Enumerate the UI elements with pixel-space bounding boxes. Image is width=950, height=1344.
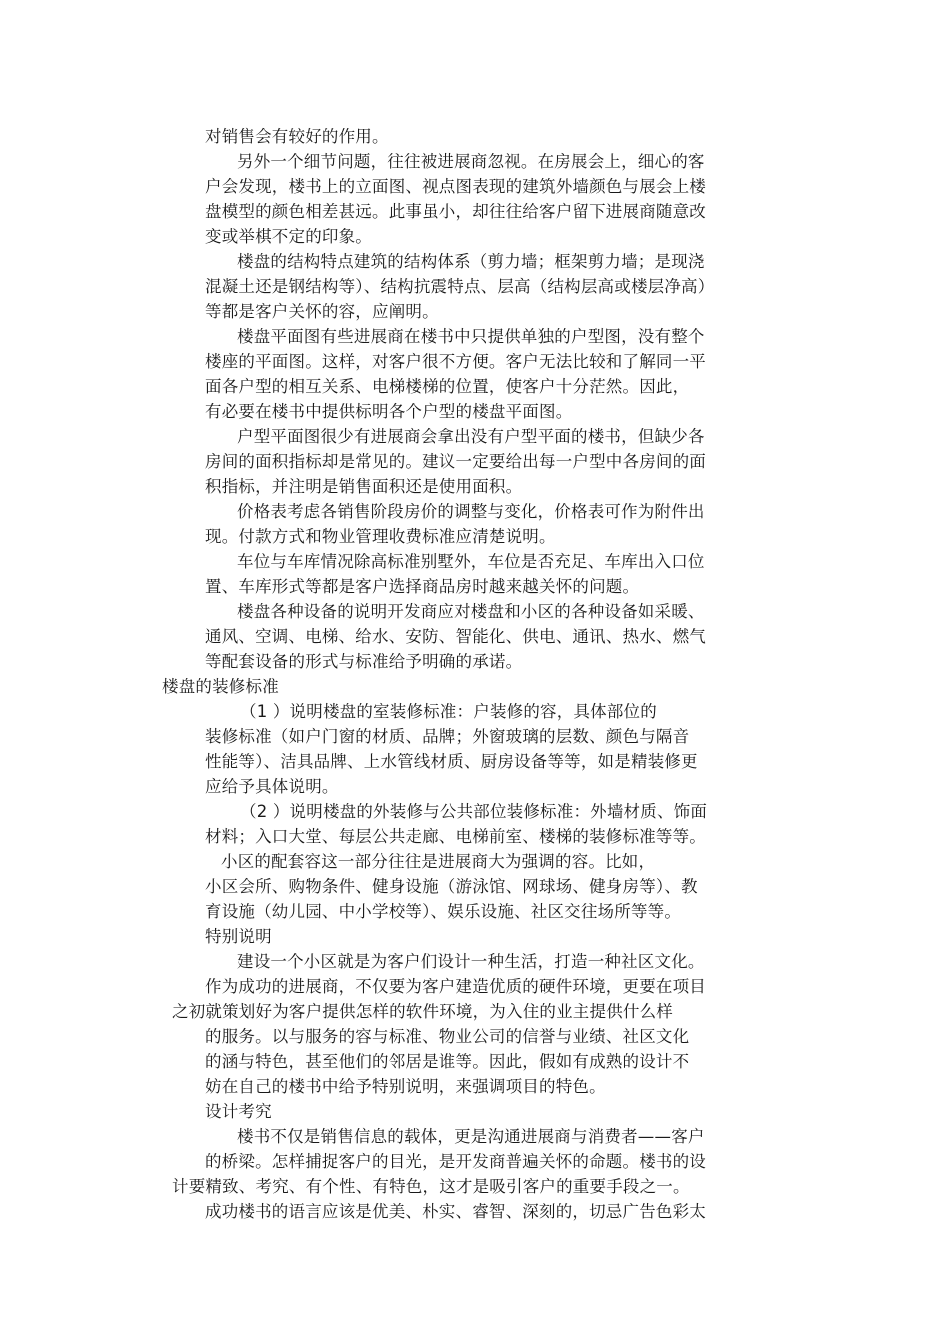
section-heading: 特别说明 [205, 927, 272, 946]
text-line: 户会发现，楼书上的立面图、视点图表现的建筑外墙颜色与展会上楼 [205, 177, 706, 196]
text-line: 等都是客户关怀的容，应阐明。 [205, 302, 439, 321]
text-line: 计要精致、考究、有个性、有特色，这才是吸引客户的重要手段之一。 [172, 1177, 690, 1196]
text-line: 现。付款方式和物业管理收费标准应清楚说明。 [205, 527, 556, 546]
text-line: 对销售会有较好的作用。 [205, 127, 389, 146]
text-line: 楼书不仅是销售信息的载体，更是沟通进展商与消费者——客户 [237, 1127, 705, 1146]
text-line: 楼盘的结构特点建筑的结构体系（剪力墙；框架剪力墙；是现浇 [237, 252, 705, 271]
text-line: 建设一个小区就是为客户们设计一种生活，打造一种社区文化。 [237, 952, 705, 971]
text-line: 通风、空调、电梯、给水、安防、智能化、供电、通讯、热水、燃气 [205, 627, 706, 646]
text-line: 的服务。以与服务的容与标准、物业公司的信誉与业绩、社区文化 [205, 1027, 690, 1046]
text-line: 盘模型的颜色相差甚远。此事虽小，却往往给客户留下进展商随意改 [205, 202, 706, 221]
text-line: 之初就策划好为客户提供怎样的软件环境，为入住的业主提供什么样 [172, 1002, 673, 1021]
text-line: （2 ）说明楼盘的外装修与公共部位装修标准：外墙材质、饰面 [240, 802, 708, 821]
text-line: 应给予具体说明。 [205, 777, 339, 796]
text-line: 面各户型的相互关系、电梯楼梯的位置，使客户十分茫然。因此， [205, 377, 690, 396]
text-line: 材料；入口大堂、每层公共走廊、电梯前室、楼梯的装修标准等等。 [205, 827, 706, 846]
text-line: 的涵与特色，甚至他们的邻居是谁等。因此，假如有成熟的设计不 [205, 1052, 690, 1071]
text-line: 置、车库形式等都是客户选择商品房时越来越关怀的问题。 [205, 577, 640, 596]
text-line: 积指标，并注明是销售面积还是使用面积。 [205, 477, 523, 496]
text-line: 等配套设备的形式与标准给予明确的承诺。 [205, 652, 523, 671]
text-line: 小区的配套容这一部分往往是进展商大为强调的容。比如， [221, 852, 656, 871]
section-heading: 设计考究 [205, 1102, 272, 1121]
text-line: 作为成功的进展商，不仅要为客户建造优质的硬件环境，更要在项目 [205, 977, 706, 996]
text-line: 混凝土还是钢结构等）、结构抗震特点、层高（结构层高或楼层净高） [205, 277, 715, 296]
text-line: 有必要在楼书中提供标明各个户型的楼盘平面图。 [205, 402, 573, 421]
text-line: 楼盘平面图有些进展商在楼书中只提供单独的户型图，没有整个 [237, 327, 705, 346]
text-line: 性能等）、洁具品牌、上水管线材质、厨房设备等等，如是精装修更 [205, 752, 698, 771]
text-line: 变或举棋不定的印象。 [205, 227, 372, 246]
text-line: 另外一个细节问题，往往被进展商忽视。在房展会上，细心的客 [237, 152, 705, 171]
text-line: 车位与车库情况除高标准别墅外，车位是否充足、车库出入口位 [237, 552, 705, 571]
text-line: 户型平面图很少有进展商会拿出没有户型平面的楼书，但缺少各 [237, 427, 705, 446]
text-line: 楼座的平面图。这样，对客户很不方便。客户无法比较和了解同一平 [205, 352, 706, 371]
text-line: 小区会所、购物条件、健身设施（游泳馆、网球场、健身房等）、教 [205, 877, 698, 896]
text-line: 成功楼书的语言应该是优美、朴实、睿智、深刻的，切忌广告色彩太 [205, 1202, 706, 1221]
text-line: 价格表考虑各销售阶段房价的调整与变化，价格表可作为附件出 [237, 502, 705, 521]
text-line: 育设施（幼儿园、中小学校等）、娱乐设施、社区交往场所等等。 [205, 902, 682, 921]
text-line: 妨在自己的楼书中给予特别说明，来强调项目的特色。 [205, 1077, 606, 1096]
text-line: 装修标准（如户门窗的材质、品牌；外窗玻璃的层数、颜色与隔音 [205, 727, 690, 746]
text-line: 房间的面积指标却是常见的。建议一定要给出每一户型中各房间的面 [205, 452, 706, 471]
text-line: 楼盘各种设备的说明开发商应对楼盘和小区的各种设备如采暖、 [237, 602, 705, 621]
section-heading: 楼盘的装修标准 [162, 677, 279, 696]
text-line: （1 ）说明楼盘的室装修标准：户装修的容，具体部位的 [240, 702, 657, 721]
text-line: 的桥梁。怎样捕捉客户的目光，是开发商普遍关怀的命题。楼书的设 [205, 1152, 706, 1171]
